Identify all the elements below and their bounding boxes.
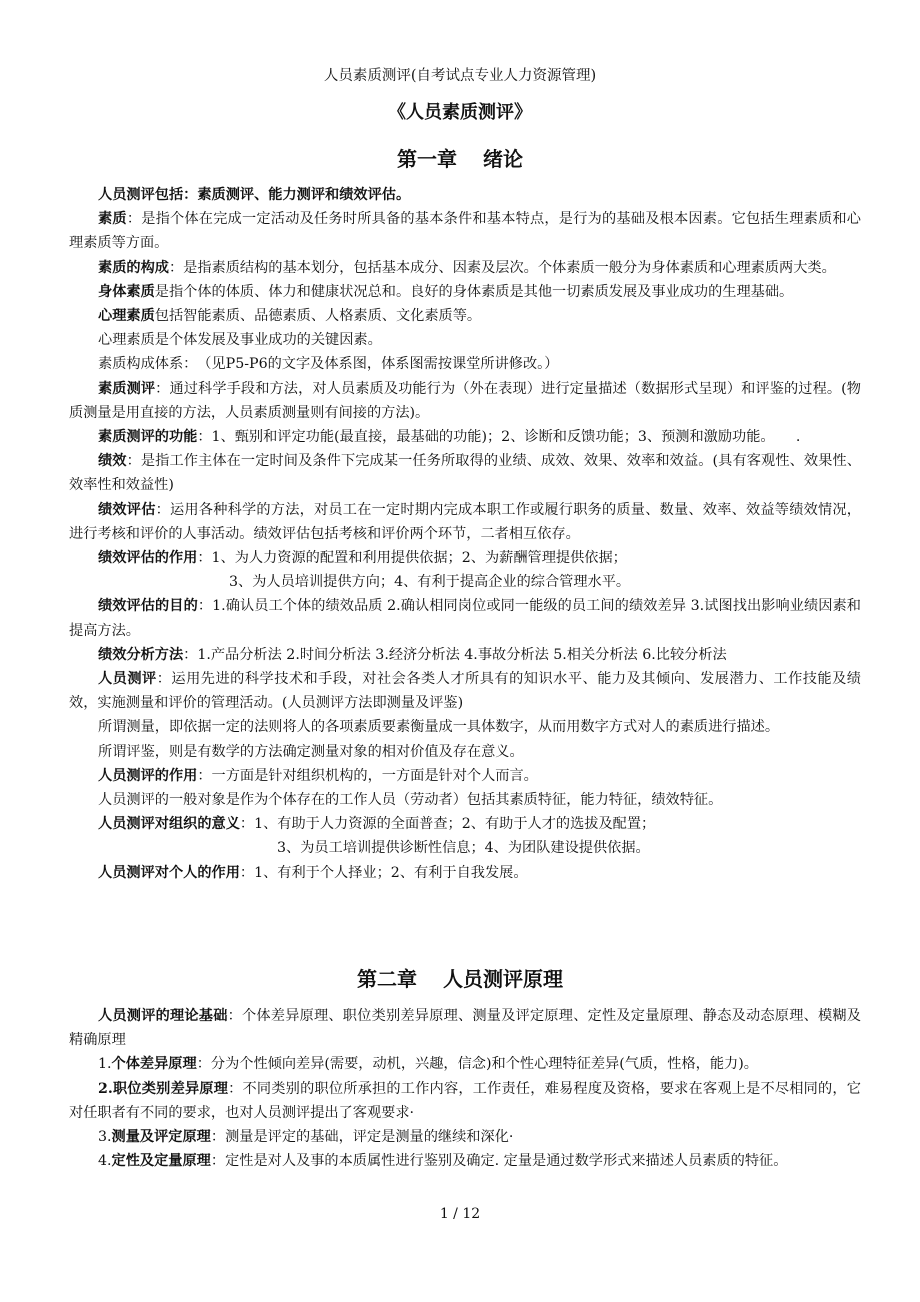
term-lead: 绩效分析方法	[98, 646, 184, 663]
paragraph-text: ：1.确认员工个体的绩效品质 2.确认相同岗位或同一能级的员工间的绩效差异 3.试图找出影响业绩因素和提高方法。	[69, 598, 861, 639]
paragraph-text: 是指个体的体质、体力和健康状况总和。良好的身体素质是其他一切素质发展及事业成功的生理基础。	[154, 283, 794, 300]
term-lead: 人员测评的理论基础	[98, 1008, 228, 1024]
paragraph	[69, 207, 861, 255]
paragraph	[69, 812, 861, 836]
paragraph-text: ：通过科学手段和方法，对人员素质及功能行为（外在表现）进行定量描述（数据形式呈现）和评鉴的过程。(物质测量是用直接的方法，人员素质测量则有间接的方法)。	[69, 380, 861, 421]
paragraph-text: ：一方面是针对组织机构的，一方面是针对个人而言。	[197, 767, 538, 784]
document-title: 《人员素质测评》	[388, 102, 532, 123]
term-lead: 人员测评的作用	[98, 767, 198, 784]
paragraph	[69, 570, 861, 594]
paragraph-text: 心理素质是个体发展及事业成功的关键因素。	[98, 332, 382, 349]
paragraph	[69, 352, 861, 376]
paragraph-text: ：分为个性倾向差异(需要，动机，兴趣，信念)和个性心理特征差异(气质，性格，能力)。	[196, 1056, 758, 1073]
page-number: 1 / 12	[439, 1206, 481, 1222]
paragraph	[69, 377, 861, 425]
term-lead: 人员测评对组织的意义	[98, 816, 240, 833]
term-lead: 个体差异原理	[111, 1056, 197, 1073]
paragraph-text: ：是指个体在完成一定活动及任务时所具备的基本条件和基本特点，是行为的基础及根本因素。它包括生理素质和心理素质等方面。	[69, 211, 861, 252]
term-lead: 定性及定量原理	[111, 1153, 211, 1170]
term-lead: 素质的构成	[98, 259, 169, 276]
paragraph-text: 3、为人员培训提供方向；4、有利于提高企业的综合管理水平。	[229, 574, 631, 591]
paragraph-text: ：是指素质结构的基本划分，包括基本成分、因素及层次。个体素质一般分为身体素质和心理素质两大类。	[168, 259, 836, 276]
paragraph-text: 3、为员工培训提供诊断性信息；4、为团队建设提供依据。	[277, 840, 650, 857]
paragraph-text: 包括智能素质、品德素质、人格素质、文化素质等。	[154, 308, 482, 325]
paragraph	[69, 449, 861, 497]
paragraph	[69, 1125, 861, 1149]
paragraph-text: ：运用先进的科学技术和手段，对社会各类人才所具有的知识水平、能力及其倾向、发展潜力、工作技能及绩效，实施测量和评价的管理活动。(人员测评方法即测量及评鉴)	[69, 671, 861, 712]
term-lead: 绩效评估的目的	[98, 598, 198, 615]
paragraph-text: ：1、为人力资源的配置和利用提供依据；2、为薪酬管理提供依据；	[197, 550, 627, 567]
item-number: 1.	[98, 1056, 112, 1073]
paragraph-text: ：不同类别的职位所承担的工作内容，工作责任，难易程度及资格，要求在客观上是不尽相同的，它对任职者有不同的要求，也对人员测评提出了客观要求·	[69, 1080, 861, 1121]
paragraph	[69, 498, 861, 546]
paragraph	[69, 1077, 861, 1125]
page-header: 人员素质测评(自考试点专业人力资源管理)	[323, 68, 597, 84]
chapter-1-heading	[0, 144, 920, 174]
paragraph-text: 所谓测量，即依据一定的法则将人的各项素质要素衡量成一具体数字，从而用数字方式对人的素质进行描述。	[98, 719, 780, 736]
term-lead: 素质	[98, 211, 127, 228]
term-lead: 绩效评估	[98, 501, 156, 518]
chapter-2-heading	[0, 964, 920, 994]
paragraph	[69, 861, 861, 885]
paragraph	[69, 740, 861, 764]
paragraph	[69, 1149, 861, 1173]
term-lead: 人员测评	[98, 671, 157, 688]
paragraph	[69, 715, 861, 739]
paragraph	[69, 328, 861, 352]
term-lead: 人员测评对个人的作用	[98, 864, 240, 881]
paragraph-text: ：定性是对人及事的本质属性进行鉴别及确定. 定量是通过数学形式来描述人员素质的特征。	[210, 1153, 788, 1170]
chapter-1-number: 第一章	[397, 147, 457, 171]
paragraph	[69, 183, 861, 207]
paragraph	[69, 280, 861, 304]
term-lead: 身体素质	[98, 283, 155, 300]
paragraph-text: ：1、有助于人力资源的全面普查；2、有助于人才的选拔及配置；	[239, 816, 656, 833]
term-lead: 2.职位类别差异原理	[98, 1080, 229, 1097]
term-lead: 绩效评估的作用	[98, 550, 198, 567]
paragraph-text: ：1.产品分析法 2.时间分析法 3.经济分析法 4.事故分析法 5.相关分析法 6.比较分析法	[183, 646, 727, 663]
paragraph-text: ：1、甄别和评定功能(最直接，最基础的功能)；2、诊断和反馈功能；3、预测和激励功能。 .	[197, 429, 801, 446]
paragraph-text: ：是指工作主体在一定时间及条件下完成某一任务所取得的业绩、成效、效果、效率和效益。(具有客观性、效果性、效率性和效益性)	[69, 453, 861, 494]
term-lead: 素质测评的功能	[98, 429, 198, 446]
paragraph-text: ：个体差异原理、职位类别差异原理、测量及评定原理、定性及定量原理、静态及动态原理、模糊及精确原理	[69, 1008, 861, 1049]
paragraph	[69, 643, 861, 667]
term-lead: 人员测评包括：素质测评、能力测评和绩效评估。	[98, 187, 411, 203]
chapter-2-body	[69, 1004, 861, 1173]
paragraph	[69, 667, 861, 715]
paragraph-text: 所谓评鉴，则是有数学的方法确定测量对象的相对价值及存在意义。	[98, 743, 524, 760]
term-lead: 素质测评	[98, 380, 156, 397]
paragraph-text: 人员测评的一般对象是作为个体存在的工作人员（劳动者）包括其素质特征，能力特征，绩效特征。	[98, 792, 723, 809]
chapter-2-number: 第二章	[357, 967, 417, 991]
paragraph	[69, 788, 861, 812]
paragraph	[69, 764, 861, 788]
paragraph	[69, 546, 861, 570]
chapter-2-name: 人员测评原理	[443, 967, 563, 991]
item-number: 4.	[98, 1153, 112, 1170]
paragraph	[69, 304, 861, 328]
chapter-1-body	[69, 183, 861, 885]
paragraph	[69, 1052, 861, 1076]
term-lead: 心理素质	[98, 308, 155, 325]
paragraph-text: ：运用各种科学的方法，对员工在一定时期内完成本职工作或履行职务的质量、数量、效率、效益等绩效情况，进行考核和评价的人事活动。绩效评估包括考核和评价两个环节，二者相互依存。	[69, 501, 861, 542]
paragraph	[69, 1004, 861, 1052]
chapter-1-name: 绪论	[483, 147, 523, 171]
term-lead: 测量及评定原理	[111, 1129, 211, 1146]
paragraph-text: ：1、有利于个人择业；2、有利于自我发展。	[239, 864, 528, 881]
paragraph-text: 素质构成体系： （见P5-P6的文字及体系图，体系图需按课堂所讲修改。）	[98, 356, 559, 373]
paragraph	[69, 425, 861, 449]
paragraph	[69, 836, 861, 860]
paragraph	[69, 594, 861, 642]
paragraph-text: ：测量是评定的基础，评定是测量的继续和深化·	[210, 1129, 514, 1146]
item-number: 3.	[98, 1129, 112, 1146]
paragraph	[69, 256, 861, 280]
term-lead: 绩效	[98, 453, 127, 470]
